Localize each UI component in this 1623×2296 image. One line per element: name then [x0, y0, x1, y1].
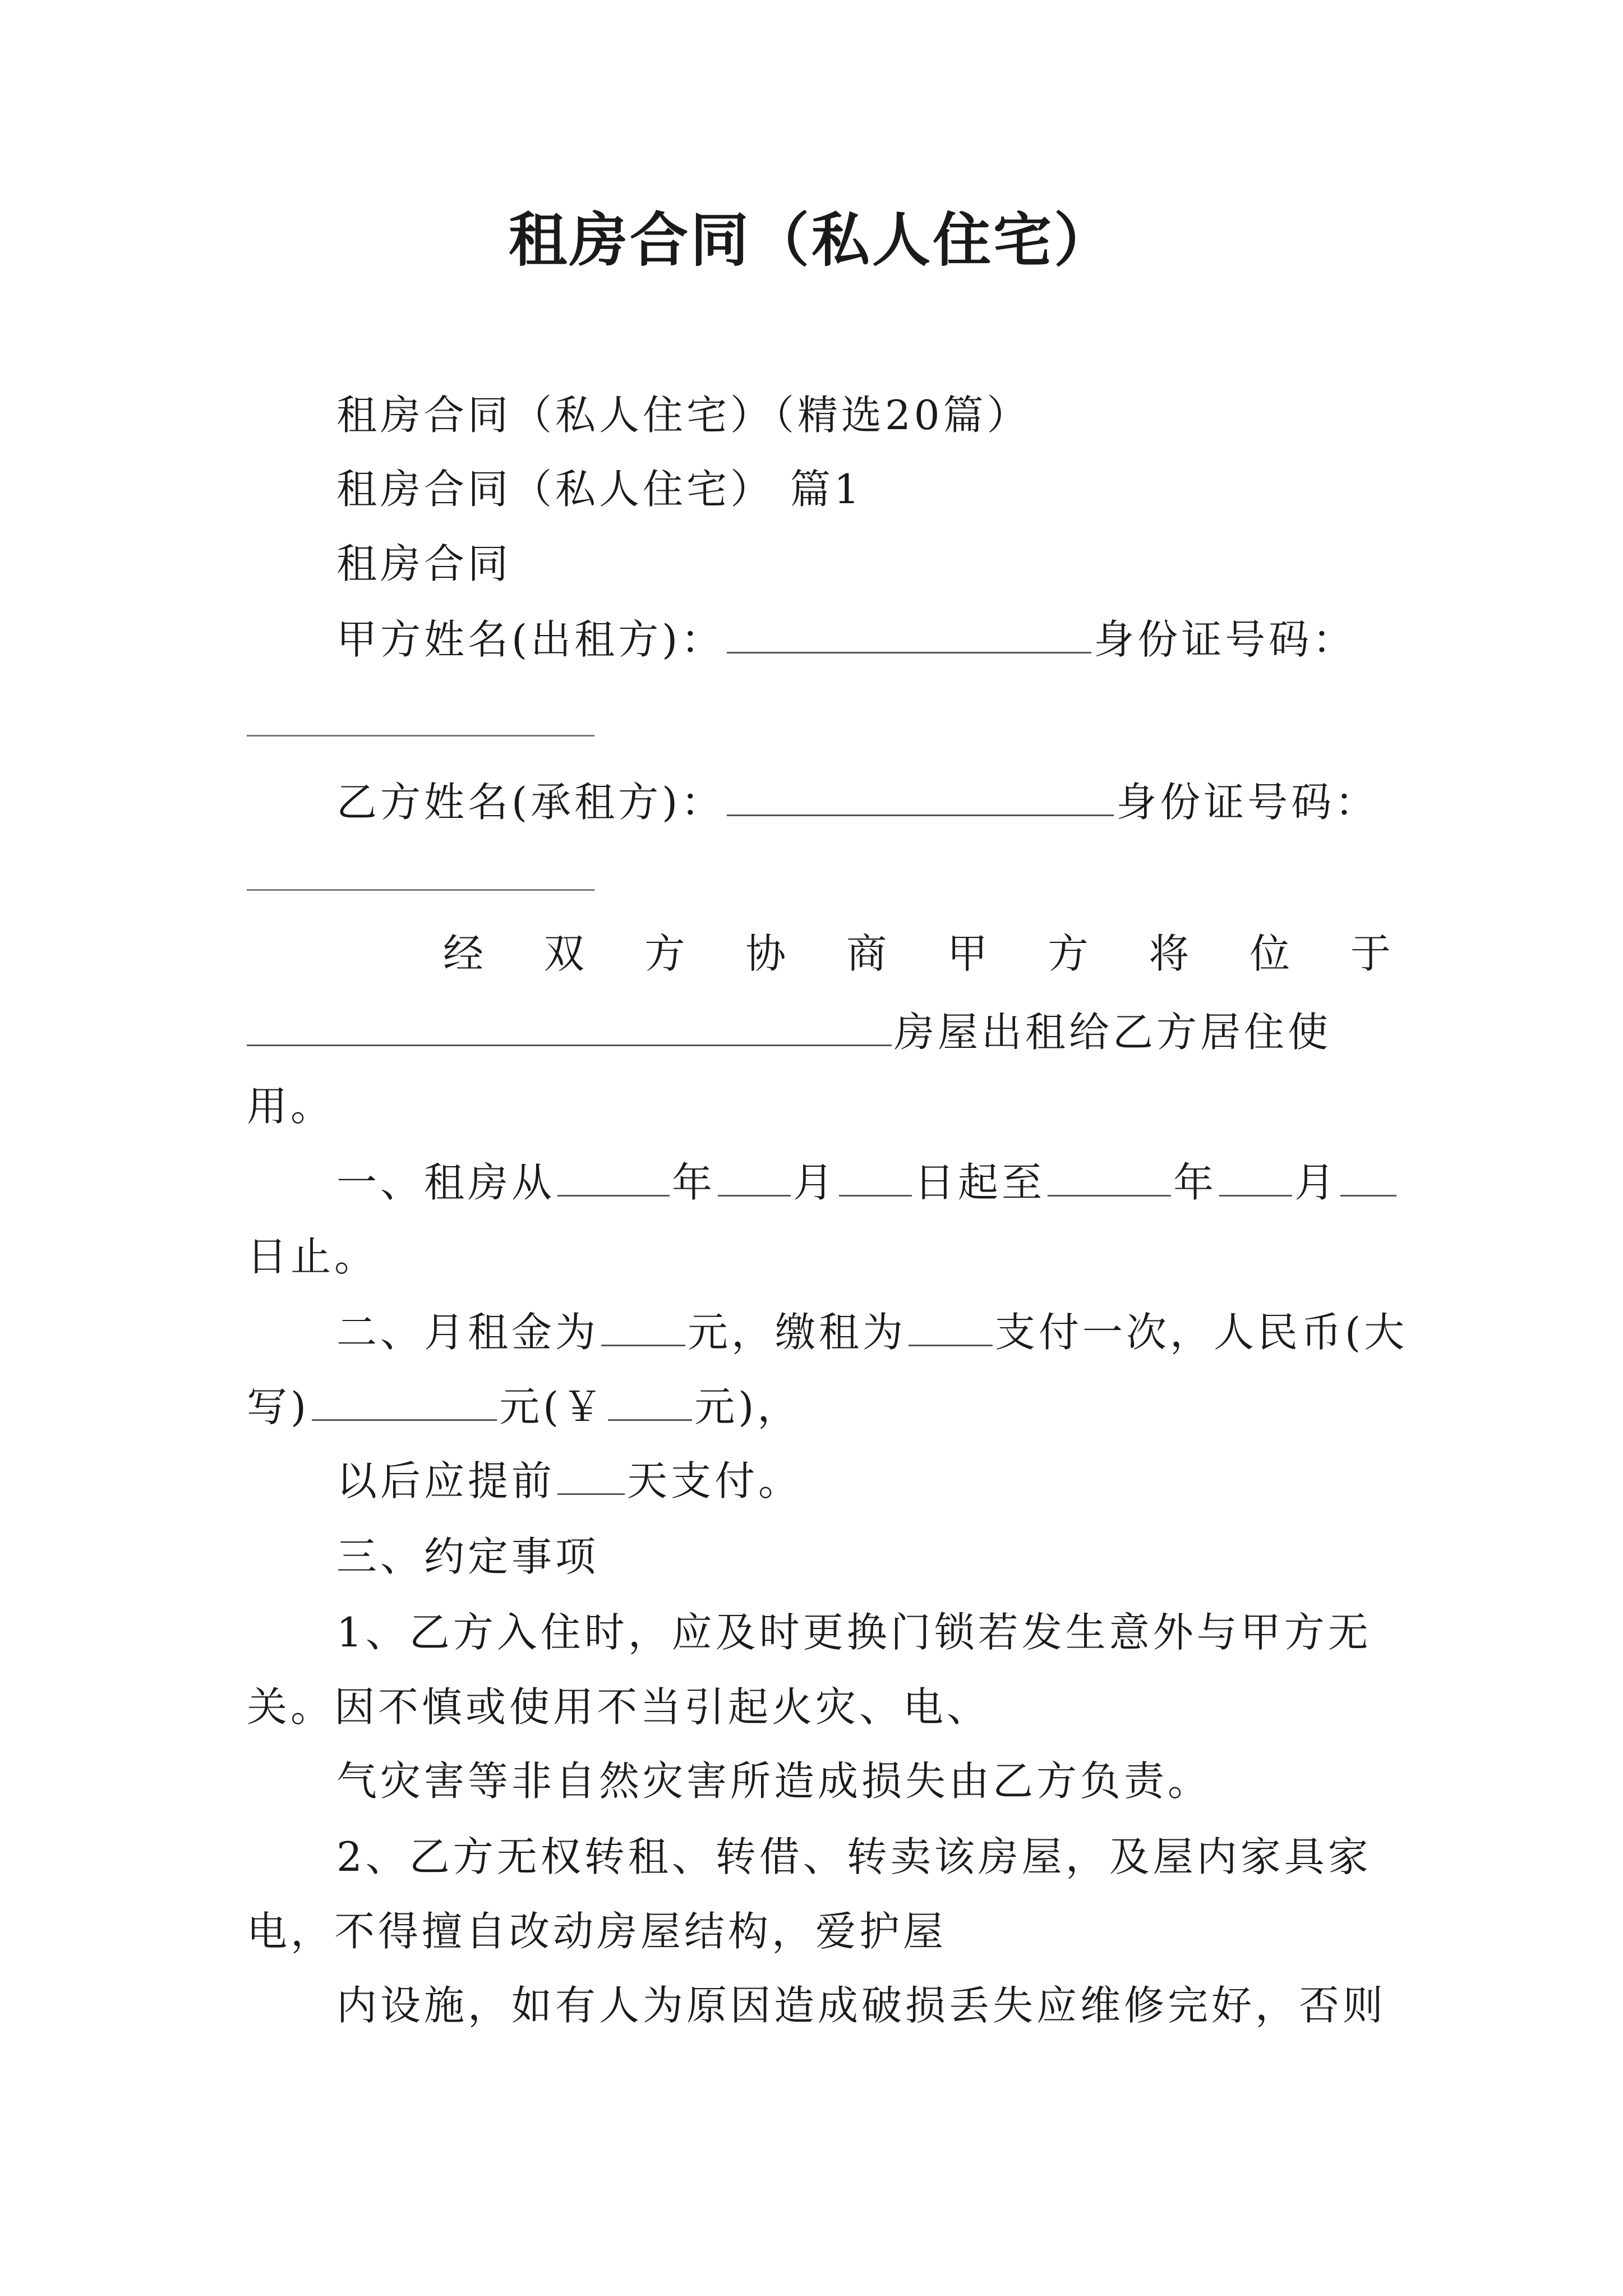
contract-label: 租房合同	[336, 540, 512, 587]
party-b-id-label: 身份证号码：	[1116, 779, 1379, 826]
term-day2-blank	[1340, 1156, 1396, 1197]
rent-yuan2: 元(￥	[499, 1383, 606, 1430]
term-year1-blank	[557, 1156, 670, 1197]
party-a-name-blank	[727, 613, 1091, 654]
party-a-id-label: 身份证号码：	[1094, 616, 1357, 663]
rent-write-line	[247, 1379, 801, 1435]
rent-yuan3: 元)，	[694, 1383, 801, 1430]
rent-yuan: 元，缴租为	[688, 1309, 907, 1356]
use-text: 用。	[247, 1083, 335, 1130]
negotiation-char: 商	[846, 930, 887, 977]
negotiation-char: 于	[1350, 930, 1391, 977]
rent-capital-blank	[312, 1380, 497, 1421]
document-title: 租房合同（私人住宅）	[508, 205, 1114, 274]
negotiation-char: 经	[443, 930, 484, 977]
rent-out-text: 房屋出租给乙方居住使	[894, 1009, 1332, 1056]
rent-pay: 支付一次，人民币(大	[995, 1309, 1408, 1356]
property-address-blank	[247, 1005, 892, 1046]
term-month1-blank	[718, 1156, 791, 1197]
negotiation-char: 协	[745, 930, 786, 977]
document-subtitle: 租房合同（私人住宅）（精选20篇）	[336, 392, 1031, 439]
party-b-id-blank	[247, 889, 594, 891]
party-a-label: 甲方姓名(出租方)：	[336, 616, 725, 663]
negotiation-line	[443, 926, 1391, 982]
rent-write: 写)	[247, 1383, 310, 1430]
negotiation-char: 甲	[947, 930, 988, 977]
term-end: 日止。	[247, 1233, 379, 1280]
matters-heading: 三、约定事项	[336, 1533, 600, 1580]
term-prefix: 一、租房从	[336, 1159, 556, 1206]
rent-line	[336, 1304, 1408, 1360]
rent-period-blank	[909, 1305, 993, 1346]
party-a-id-blank	[247, 735, 594, 737]
rent-amount-blank	[601, 1305, 685, 1346]
party-b-name-blank	[727, 775, 1114, 816]
negotiation-char: 方	[644, 930, 685, 977]
item2-line3: 内设施，如有人为原因造成破损丢失应维修完好，否则	[336, 1982, 1387, 2029]
term-line	[336, 1154, 1399, 1211]
term-day1: 日起至	[914, 1159, 1046, 1206]
item2-line2: 电，不得擅自改动房屋结构，爱护屋	[247, 1908, 947, 1955]
advance-days-blank	[557, 1454, 625, 1495]
party-b-label: 乙方姓名(承租方)：	[336, 779, 725, 826]
item2-line1: 2、乙方无权转租、转借、转卖该房屋，及屋内家具家	[336, 1833, 1372, 1880]
term-month2-blank	[1219, 1156, 1292, 1197]
advance-suffix: 天支付。	[627, 1457, 803, 1504]
party-b-line	[336, 774, 1378, 830]
rent-out-line	[247, 1004, 1331, 1060]
item1-line1: 1、乙方入住时，应及时更换门锁若发生意外与甲方无	[336, 1609, 1372, 1656]
term-year1: 年	[672, 1159, 716, 1206]
term-year2: 年	[1173, 1159, 1218, 1206]
negotiation-char: 方	[1048, 930, 1089, 977]
negotiation-char: 将	[1149, 930, 1189, 977]
party-a-line	[336, 611, 1356, 668]
negotiation-char: 双	[543, 930, 584, 977]
term-year2-blank	[1048, 1156, 1171, 1197]
term-month1: 月	[793, 1159, 837, 1206]
advance-line	[336, 1453, 802, 1509]
advance-prefix: 以后应提前	[336, 1457, 556, 1504]
item1-line3: 气灾害等非自然灾害所造成损失由乙方负责。	[336, 1757, 1212, 1805]
term-month2: 月	[1294, 1159, 1339, 1206]
rent-prefix: 二、月租金为	[336, 1309, 600, 1356]
item1-line2: 关。因不慎或使用不当引起火灾、电、	[247, 1683, 991, 1731]
section-heading: 租房合同（私人住宅） 篇1	[336, 466, 863, 513]
rent-number-blank	[608, 1380, 692, 1421]
term-day1-blank	[839, 1156, 912, 1197]
negotiation-char: 位	[1249, 930, 1290, 977]
